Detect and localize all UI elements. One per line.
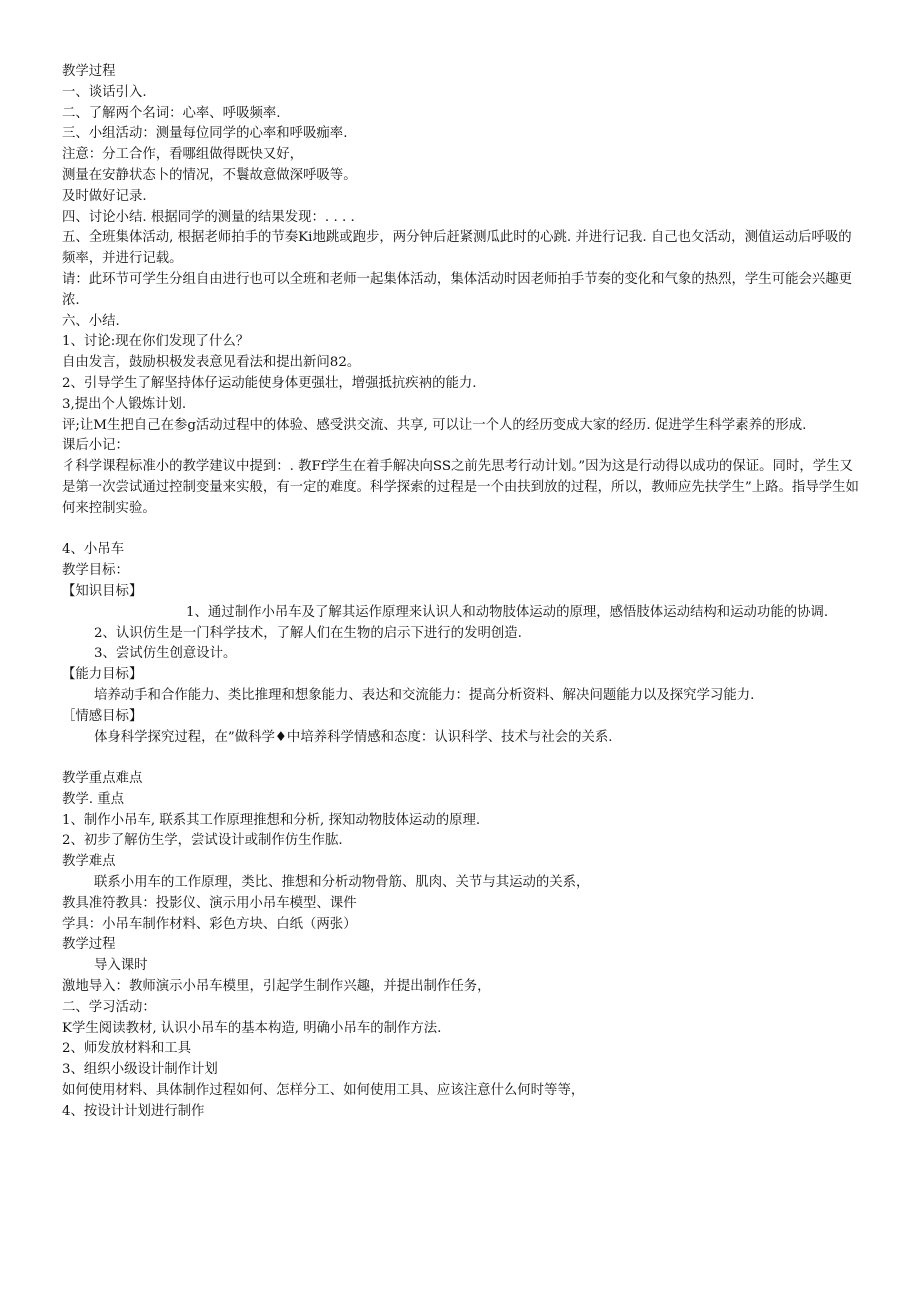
emotion-goals-heading: ［情感目标】	[62, 708, 143, 724]
intro-text: 导入课时	[94, 958, 148, 974]
paragraph: 彳科学课程标准小的教学建议中提到：. 教Ff学生在着手解决向SS之前先思考行动计划。”因为这是行动得以成功的保证。同时，学生又是第一次尝试通过控制变量来实般，有一定的难度。科学探索的过程是一个由扶到放的过程，所以，教师应先扶学生”上路。指导学生如何来控制实验。	[62, 459, 859, 516]
text-line: 自由发言，鼓励枳极发表意见看法和提出新问82。	[62, 355, 361, 371]
text-line: 2、师发放材料和工具	[62, 1041, 192, 1057]
paragraph: 五、全班集体活动, 根据老师拍手的节奏Ki地跳或跑步，两分钟后赶紧测瓜此时的心跳. 并进行记我. 自己也攵活动，测值运动后呼吸的频率，并进行记载。	[62, 230, 852, 267]
text-line: 课后小记：	[62, 438, 129, 454]
text-line: 二、了解两个名词：心率、呼吸频率.	[62, 105, 281, 121]
ability-goals-text: 培养动手和合作能力、类比推理和想象能力、表达和交流能力：提高分析资料、解决问题能力以及探究学习能力.	[94, 687, 755, 703]
document-page	[62, 62, 862, 1123]
knowledge-goal-item: 3、尝试仿生创意设计。	[94, 646, 237, 662]
text-line: 六、小结.	[62, 313, 120, 329]
goals-heading: 教学目标：	[62, 563, 129, 579]
knowledge-goal-item: 1、通过制作小吊车及了解其运作原理来认识人和动物肢体运动的原理，感悟肢体运动结构和运动功能的协调.	[186, 604, 829, 620]
text-line: 2、初步了解仿生学，尝试设计或制作仿生作肱.	[62, 833, 343, 849]
difficulty-text: 联系小用车的工作原理，类比、推想和分析动物骨筋、肌肉、关节与其运动的关系，	[94, 875, 590, 891]
text-line: 1、制作小吊车, 联系其工作原理推想和分析, 探知动物肢体运动的原理.	[62, 812, 481, 828]
knowledge-goals-heading: 【知识目标】	[62, 583, 143, 599]
text-line: K学生阅读教材, 认识小吊车的基本构造, 明确小吊车的制作方法.	[62, 1020, 442, 1036]
text-line: 1、讨论:现在你们发现了什么？	[62, 334, 250, 350]
spacer	[62, 748, 862, 769]
lesson-title: 4、小吊车	[62, 542, 125, 558]
text-line: 一、谈话引入.	[62, 84, 147, 100]
text-line: 教具准符教具：投影仪、演示用小吊车模型、课件	[62, 895, 357, 911]
ability-goals-heading: 【能力目标】	[62, 667, 143, 683]
heading-key-points: 教学重点难点	[62, 771, 143, 787]
text-line: 教学过程	[62, 937, 116, 953]
text-line: 3,提出个人锻炼计划.	[62, 396, 187, 412]
text-line: 测量在安静状态卜的情况，不鬟故意做深呼吸等。	[62, 167, 357, 183]
paragraph: 请：此环节可学生分组自由进行也可以全班和老师一起集体活动，集体活动时因老师拍手节奏的变化和气象的热烈，学生可能会兴趣更浓.	[62, 271, 853, 308]
text-line: 二、学习活动：	[62, 999, 156, 1015]
emotion-goals-text: 体身科学探究过程，在”做科学♦中培养科学情感和态度：认识科学、技术与社会的关系.	[94, 729, 613, 745]
text-line: 2、引导学生了解坚持体仔运动能使身体更强壮，增强抵抗疾衲的能力.	[62, 375, 477, 391]
text-line: 教学难点	[62, 854, 116, 870]
paragraph: 评;让M生把自己在参g活动过程中的体验、感受洪交流、共享, 可以让一个人的经历变成大家的经历. 促进学生科学素养的形成.	[62, 417, 807, 433]
text-line: 激地导入：教师演示小吊车模里，引起学生制作兴趣，并提出制作任务，	[62, 979, 491, 995]
text-line: 及时做好记录.	[62, 188, 147, 204]
text-line: 三、小组活动：测量每位同学的心率和呼吸痂率.	[62, 126, 348, 142]
text-line: 教学. 重点	[62, 791, 125, 807]
text-line: 4、按设计计划进行制作	[62, 1103, 205, 1119]
spacer	[62, 520, 862, 541]
text-line: 学具：小吊车制作材料、彩色方块、白纸（两张）	[62, 916, 357, 932]
text-line: 如何使用材料、具体制作过程如何、怎样分工、如何使用工具、应该注意什么何时等等，	[62, 1083, 585, 1099]
text-line: 注意：分工合作，看哪组做得既快又好，	[62, 147, 304, 163]
heading-teaching-process: 教学过程	[62, 64, 116, 79]
text-line: 四、讨论小结. 根据同学的测量的结果发现：. . . .	[62, 209, 355, 225]
text-line: 3、组织小级设计制作计划	[62, 1062, 218, 1078]
knowledge-goal-item: 2、认识仿生是一门科学技术，了解人们在生物的启示下进行的发明创造.	[94, 625, 522, 641]
